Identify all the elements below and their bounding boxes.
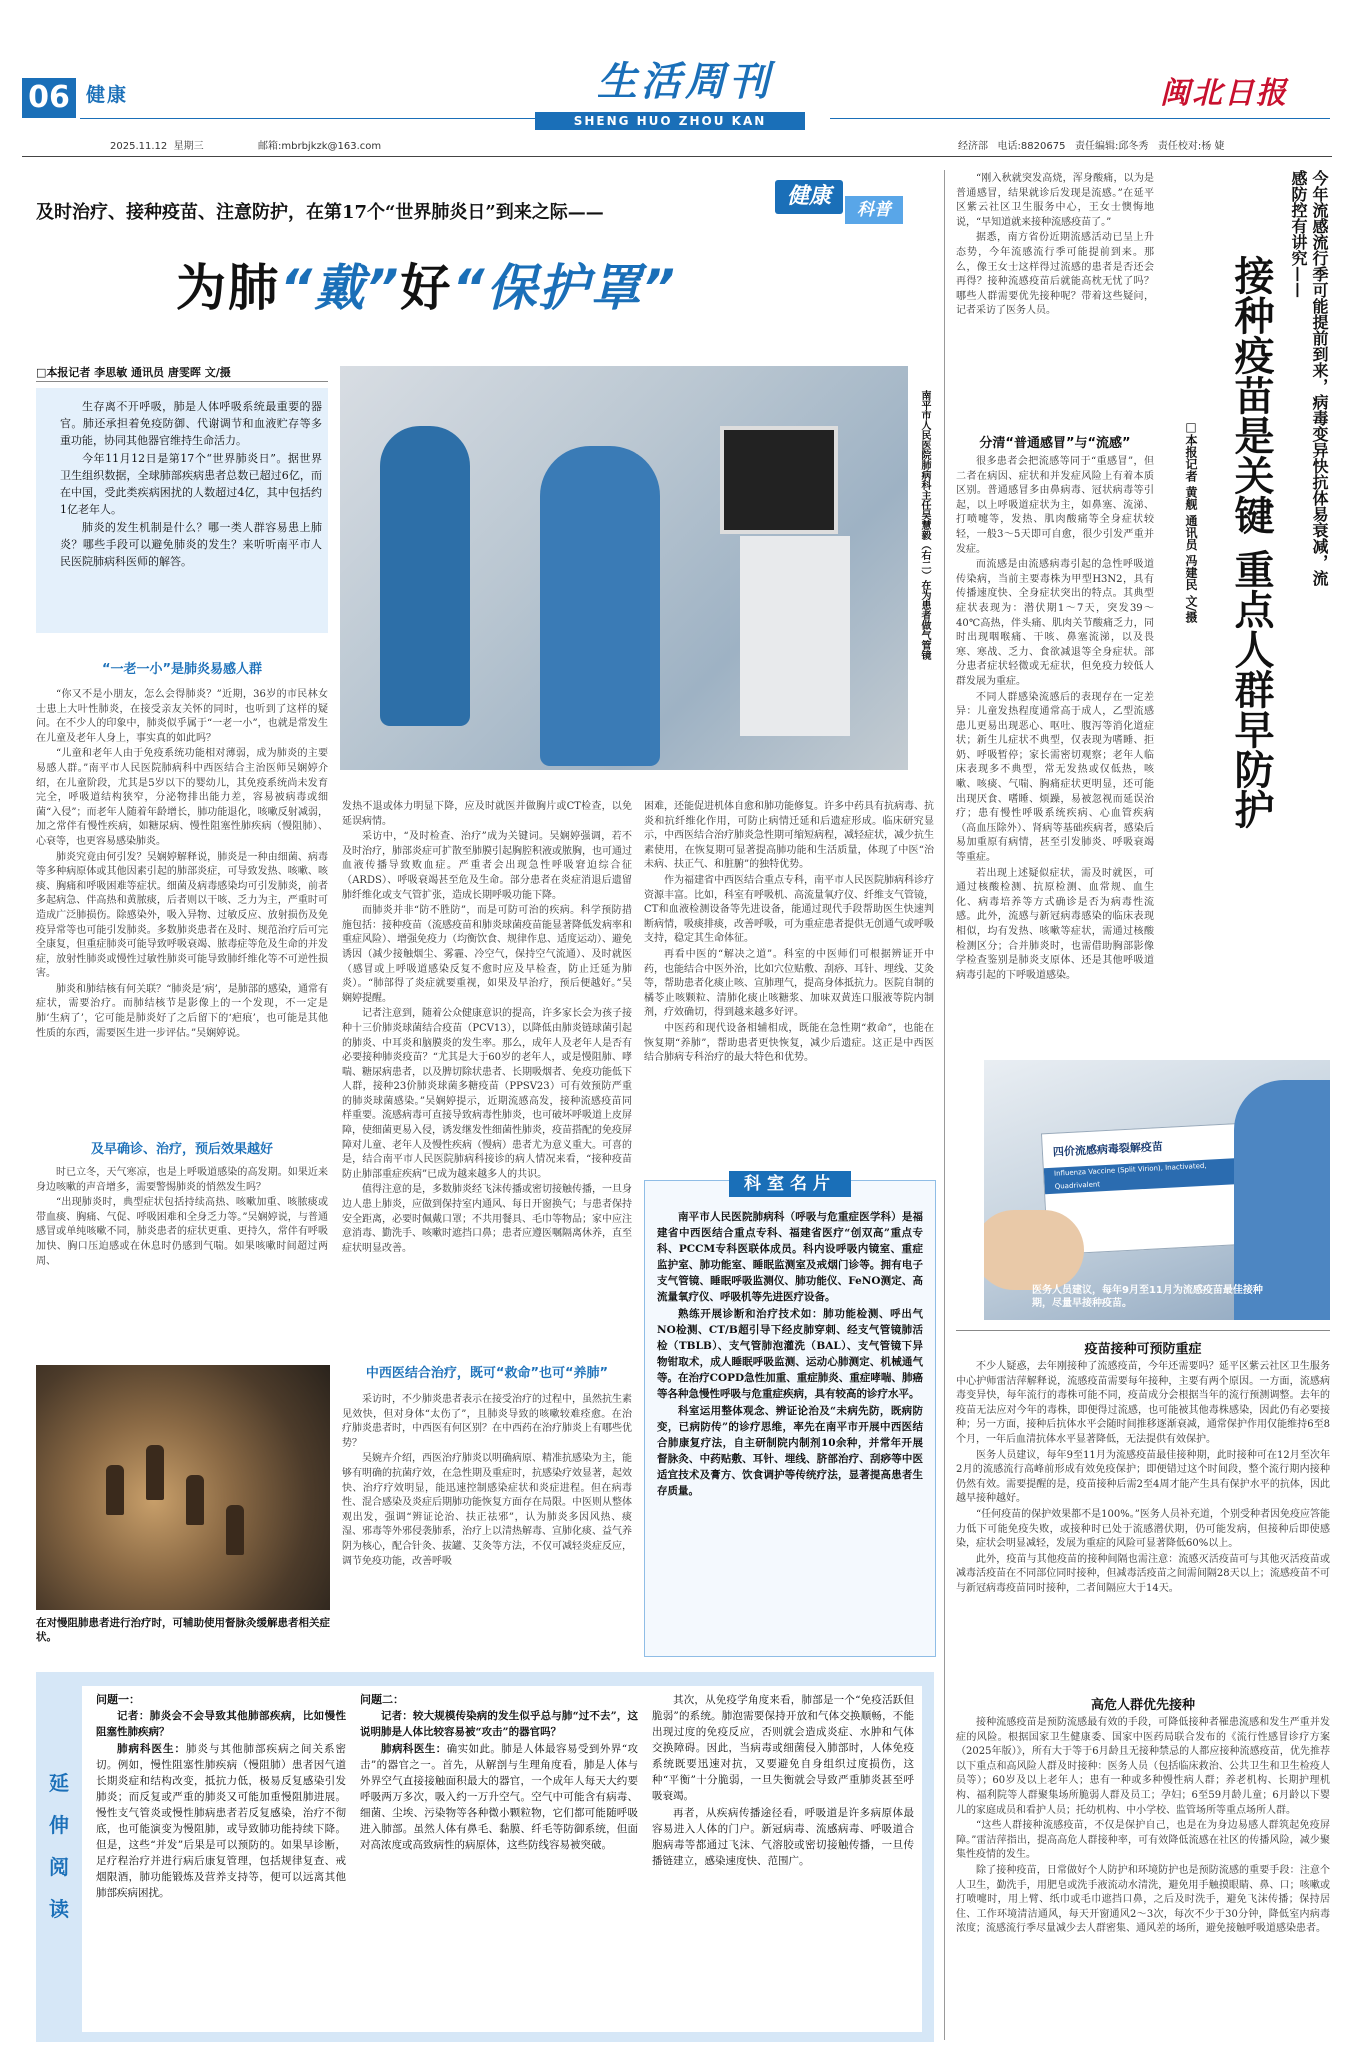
dept-card (644, 1174, 936, 1657)
vaccine-box-stripe: Influenza Vaccine (Split Virion), Inactivated, Quadrivalent (1044, 1158, 1245, 1194)
byline-rule (36, 381, 328, 382)
right-sec2: 不少人疑惑，去年刚接种了流感疫苗，今年还需要吗？延平区紫云社区卫生服务中心护师雷洁萍解释说，流感疫苗需要每年接种，主要有两个原因。一方面，流感病毒变异快，每年流行的毒株可能不同，疫苗成分会根据当年的流行预测调整。去年的疫苗无法应对今年的毒株，即便得过流感，也可能被其他毒株感染，因此仍有必要接种；另一方面，接种后抗体水平会随时间推移逐渐衰减，通常保护作用仅能维持6至8个月，一年后血清抗体水平显著降低，无法提供有效保护。 医务人员建议，每年9至11月为流感疫苗最佳接种期，此时接种可在12月至次年2月的流感流行高峰前形成有效免疫保护；即便错过这个时间段，整个流行期内接种仍然有效。需要提醒的是，疫苗接种后需2至4周才能产生具有保护水平的抗体，因此越早接种越好。 “任何疫苗的保护效果都不是100%。”医务人员补充道，个别受种者因免疫应答能力低下可能免疫失败，或接种时已处于流感潜伏期，仍可能发病，但接种后即使感染，症状会明显减轻，发展为重症的风险可显著降低60%以上。 此外，疫苗与其他疫苗的接种间隔也需注意：流感灭活疫苗可与其他灭活疫苗或减毒活疫苗在不同部位同时接种，但减毒活疫苗之间需间隔28天以上；流感疫苗不可与新冠病毒疫苗同时接种，二者间隔应大于14天。 (956, 1361, 1330, 1594)
col2-body: 发热不退或体力明显下降，应及时就医并做胸片或CT检查，以免延误病情。 采访中，“及时检查、治疗”成为关键词。吴娴婷强调，若不及时治疗，肺部炎症可扩散至肺膜引起胸腔积液或脓胸，也可通过血液传播导致败血症。严重者会出现急性呼吸窘迫综合征（ARDS）、呼吸衰竭甚至危及生命。部分患者在炎症消退后遗留肺纤维化或支气管扩张，造成长期呼吸功能下降。 而肺炎并非“防不胜防”，而是可防可治的疾病。科学预防措施包括：接种疫苗（流感疫苗和肺炎球菌疫苗能显著降低发病率和重症风险）、增强免疫力（均衡饮食、规律作息、适度运动）、避免诱因（减少接触烟尘、雾霾、冷空气，保持空气流通）、及时就医（感冒或上呼吸道感染反复不愈时应及早检查，防止迁延为肺炎）。“肺部得了炎症就要重视，如果及早治疗，预后便越好。”吴娴婷提醒。 记者注意到，随着公众健康意识的提高，许多家长会为孩子接种十三价肺炎球菌结合疫苗（PCV13），以降低由肺炎链球菌引起的肺炎、中耳炎和脑膜炎的发生率。那么，成年人及老年人是否有必要接种肺炎疫苗？“尤其是大于60岁的老年人，或是慢阻肺、哮喘、糖尿病患者，以及脾切除状患者、长期吸烟者、免疫功能低下人群，接种23价肺炎球菌多糖疫苗（PPSV23）可有效预防严重的肺炎球菌感染。”吴娴婷提示，近期流感高发，接种流感疫苗同样重要。流感病毒可直接导致病毒性肺炎，也可破坏呼吸道上皮屏障，使细菌更易入侵，诱发继发性细菌性肺炎，疫苗搭配的免疫屏障对儿童、老年人及慢性疾病（慢病）患者尤为意义重大。可喜的是，结合南平市人民医院肺病科接诊的病人情况来看，“接种疫苗防止肺部重症疾病”已成为越来越多人的共识。 值得注意的是，多数肺炎经飞沫传播或密切接触传播，一旦身边人患上肺炎，应做到保持室内通风、每日开窗换气；与患者保持安全距离，必要时佩戴口罩；不共用餐具、毛巾等物品；家中应注意消毒、勤洗手、咳嗽时遮挡口鼻；患者应遵医嘱隔离休养，直至症状明显改善。 (342, 801, 632, 1254)
col1-body-2: 时已立冬，天气寒凉，也是上呼吸道感染的高发期。如果近来身边咳嗽的声音增多，需要警惕肺炎的悄然发生吗？ “出现肺炎时，典型症状包括持续高热、咳嗽加重、咳脓痰或带血痰、胸痛、气促、呼吸困难和全身乏力等。”吴娴婷说，与普通感冒或单纯咳嗽不同，肺炎患者的症状更重、更持久，常伴有呼吸加快、胸口压迫感或在休息时仍感到气喘。如果咳嗽时间超过两周、 (36, 1167, 328, 1267)
doctor-right-shape (540, 446, 660, 766)
header-date: 2025.11.12 星期三 (110, 141, 204, 152)
header-credits: 经济部 电话:8820675 责任编辑:邱冬秀 责任校对:杨 婕 (958, 141, 1225, 152)
extended-reading-box (36, 1672, 934, 2042)
subhead-priority-groups: 高危人群优先接种 (1090, 1698, 1195, 1713)
moxa-cone-4 (226, 1505, 244, 1555)
dept-card-title: 科室名片 (729, 1171, 851, 1197)
monitor-shape (720, 426, 838, 534)
header-bottom-rule (22, 156, 1332, 157)
subhead-early-diagnosis: 及早确诊、治疗，预后效果越好 (90, 1142, 273, 1157)
dept-card-text: 南平市人民医院肺病科（呼吸与危重症医学科）是福建省中西医结合重点专科、福建省医疗“创双高”重点专科、PCCM专科医联体成员。科内设呼吸内镜室、重症监护室、肺功能室、睡眠监测室及戒烟门诊等。拥有电子支气管镜、睡眠呼吸监测仪、肺功能仪、FeNO测定、高流量氧疗仪、呼吸机等先进医疗设备。 熟练开展诊断和治疗技术如：肺功能检测、呼出气NO检测、CT/B超引导下经皮肺穿刺、经支气管镜肺活检（TBLB）、支气管肺泡灌洗（BAL）、支气管镜下异物钳取术，成人睡眠呼吸监测、运动心肺测定、机械通气等。在治疗COPD急性加重、重症肺炎、重症哮喘、肺癌等各种急慢性呼吸与危重症疾病，具有较高的诊疗水平。 科室运用整体观念、辨证论治及“未病先防，既病防变，已病防传”的诊疗思维，率先在南平市开展中西医结合肺康复疗法，自主研制院内制剂10余种，并常年开展督脉灸、中药贴敷、耳针、埋线、脐部治疗、刮痧等中医适宜技术及膏方、饮食调护等传统疗法，显著提高患者生存质量。 (657, 1211, 923, 1497)
section-name: 健康 (86, 84, 129, 106)
q2-block (360, 1692, 638, 2027)
moxa-cone-3 (186, 1475, 204, 1525)
subhead-tcm-western: 中西医结合治疗，既可“救命”也可“养肺” (365, 1366, 609, 1381)
equipment-cart-shape (740, 536, 850, 736)
main-kicker: 及时治疗、接种疫苗、注意防护，在第17个“世界肺炎日”到来之际—— (36, 202, 604, 223)
q1-title: 问题一： (96, 1693, 140, 1706)
col3-body: 困难，还能促进机体自愈和肺功能修复。许多中药具有抗病毒、抗炎和抗纤维化作用，可防止病情迁延和后遗症形成。临床研究显示，中西医结合治疗肺炎急性期可缩短病程，减轻症状，减少抗生素使用，在恢复期可显著提高肺功能和生活质量，体现了中医“治未病、扶正气、和脏腑”的独特优势。 作为福建省中西医结合重点专科，南平市人民医院肺病科诊疗资源丰富。比如，科室有呼吸机、高流量氧疗仪、纤维支气管镜，CT和血液检测设备等先进设备，能通过现代手段帮助医生快速判断病情，吸痰排痰，改善呼吸，可为重症患者提供无创通气或呼吸支持，稳定其生命体征。 再看中医的“解决之道”。科室的中医师们可根据辨证开中药，也能结合中医外治，比如穴位贴敷、刮痧、耳针、埋线、艾灸等，帮助患者化痰止咳、宣肺理气，提高身体抵抗力。医院自制的橘苓止咳颗粒、清肺化痰止咳糖浆、加味双黄连口服液等院内制剂，疗效确切，得到越来越多好评。 中医药和现代设备相辅相成，既能在急性期“救命”，也能在恢复期“养肺”，帮助患者更快恢复，减少后遗症。这正是中西医结合肺病专科治疗的最大特色和优势。 (644, 801, 934, 1064)
q1-answer: 肺病科医生：肺炎与其他肺部疾病之间关系密切。例如，慢性阻塞性肺疾病（慢阻肺）患者因气道长期炎症和结构改变，抵抗力低，极易反复感染引发肺炎；而反复或严重的肺炎又可能加重慢阻肺进展。慢性支气管炎或慢性肺病患者若反复感染，治疗不彻底，也可能演变为慢阻肺，或导致肺功能持续下降。但是，这些“并发”后果是可以预防的。如果早诊断，足疗程治疗并进行病后康复管理，包括规律复查、戒烟限酒，肺功能锻炼及营养支持等，便可以远离其他肺部疾病困扰。 (96, 1743, 346, 1899)
q1-question: 记者：肺炎会不会导致其他肺部疾病，比如慢性阻塞性肺疾病？ (96, 1710, 346, 1738)
header-email: 邮箱:mbrbjkzk@163.com (258, 141, 382, 152)
column-divider (944, 170, 945, 2040)
extended-reading-label: 延 伸 阅 读 (49, 1771, 69, 1921)
right-byline-vertical: □本报记者 黄舰 通讯员 冯建民 文/摄 (1184, 420, 1198, 624)
subhead-cold-vs-flu: 分清“普通感冒”与“流感” (979, 436, 1131, 451)
moxa-cone-2 (146, 1445, 164, 1500)
col2-body-2: 采访时，不少肺炎患者表示在接受治疗的过程中，虽然抗生素见效快，但对身体“太伤了”，且肺炎导致的咳嗽较难痊愈。在治疗肺炎患者时，中西医有何区别？在中西药在治疗肺炎上有哪些优势？ 吴婉卉介绍，西医治疗肺炎以明确病原、精准抗感染为主，能够有明确的抗菌疗效，在急性期及重症时，抗感染疗效显著，起效快、治疗疗效明显，能迅速控制感染症状和炎症进程。但在病毒性、混合感染及炎症后期肺功能恢复方面存在局限。中医则从整体观出发，强调“辨证论治、扶正祛邪”，认为肺炎多因风热、痰湿、邪毒等外邪侵袭肺系，治疗上以清热解毒、宣肺化痰、益气养阴为核心，配合针灸、拔罐、艾灸等方法，不仅可减轻炎症反应，调节免疫功能，改善呼吸 (342, 1394, 632, 1567)
moxibustion-photo (36, 1365, 330, 1610)
main-headline: 为肺“戴”好“保护罩” (176, 259, 677, 317)
badge-health: 健康 (775, 180, 843, 214)
badge-science: 科普 (845, 196, 903, 224)
right-sec1: 很多患者会把流感等同于“重感冒”，但二者在病因、症状和并发症风险上有着本质区别。普通感冒多由鼻病毒、冠状病毒等引起，以上呼吸道症状为主，如鼻塞、流涕、打喷嚏等，发热、肌肉酸痛等全身症状较轻，一般3～5天即可自愈，很少引发严重并发症。 而流感是由流感病毒引起的急性呼吸道传染病，当前主要毒株为甲型H3N2，具有传播速度快、全身症状突出的特点。其典型症状表现为：潜伏期1～7天，突发39～40℃高热，伴头痛、肌肉关节酸痛乏力，同时出现咽喉痛、干咳、鼻塞流涕，以及畏寒、寒战、乏力、食欲减退等全身症状。部分患者症状轻微或无症状，但免疫力较低人群发展为重症。 不同人群感染流感后的表现存在一定差异：儿童发热程度通常高于成人，乙型流感患儿更易出现恶心、呕吐、腹泻等消化道症状；新生儿症状不典型，仅表现为嗜睡、拒奶、呼吸暂停；家长需密切观察；老年人临床表现多不典型，常无发热或仅低热，咳嗽、咳痰、气喘、胸痛症状更明显，还可能出现厌食、嗜睡、烦躁，易被忽视而延误治疗；患有慢性呼吸系统疾病、心血管疾病（高血压除外）、肾病等基础疾病者，感染后易加重原有病情，甚至引发肺炎、呼吸衰竭等重症。 若出现上述疑似症状，需及时就医，可通过核酸检测、抗原检测、血常规、血生化、病毒培养等方式确诊是否为病毒性流感。此外，流感与新冠病毒感染的临床表现相似，均有发热、咳嗽等症状，需通过核酸检测区分；合并肺炎时，也需借助胸部影像学检查鉴别是肺炎支原体、还是其他呼吸道病毒引起的下呼吸道感染。 (956, 456, 1154, 981)
right-sec3: 接种流感疫苗是预防流感最有效的手段，可降低接种者罹患流感和发生严重并发症的风险。根据国家卫生健康委、国家中医药局联合发布的《流行性感冒诊疗方案（2025年版）》，所有大于等于6月龄且无接种禁忌的人都应接种流感疫苗，优先推荐以下重点和高风险人群及时接种：医务人员（包括临床救治、公共卫生和卫生检疫人员等）；60岁及以上老年人；患有一种或多种慢性病人群；养老机构、长期护理机构、福利院等人群聚集场所脆弱人群及员工；孕妇；6至59月龄儿童；6月龄以下婴儿的家庭成员和看护人员；托幼机构、中小学校、监管场所等重点场所人群。 “这些人群接种流感疫苗，不仅是保护自己，也是在为身边易感人群筑起免疫屏障。”雷洁萍指出，提高高危人群接种率，可有效降低流感在社区的传播风险，减少聚集性疫情的发生。 除了接种疫苗，日常做好个人防护和环境防护也是预防流感的重要手段：注意个人卫生，勤洗手，用肥皂或洗手液流动水清洗，避免用手触摸眼睛、鼻、口；咳嗽或打喷嚏时，用上臂、纸巾或毛巾遮挡口鼻，之后及时洗手，避免飞沫传播；保持居住、工作环境清洁通风，每天开窗通风2～3次，每次不少于30分钟，降低室内病毒浓度；流感流行季尽量减少去人群密集、通风差的场所，避免接触呼吸道感染患者。 (956, 1717, 1330, 1935)
main-byline: □本报记者 李思敏 通讯员 唐雯晖 文/摄 (36, 366, 231, 379)
vaccine-photo (984, 1060, 1330, 1320)
bronchoscopy-photo (340, 366, 908, 770)
doctor-left-shape (380, 426, 470, 726)
page-number-box (22, 78, 76, 118)
moxibustion-caption: 在对慢阻肺患者进行治疗时，可辅助使用督脉灸缓解患者相关症状。 (36, 1617, 330, 1643)
header-rule-left (80, 118, 540, 119)
paper-name: 闽北日报 (1160, 76, 1288, 111)
photo-caption-vertical: 南平市人民医院肺病科主任吴慧毅（右二）在为患者做气管镜 (919, 390, 930, 660)
vaccine-caption: 医务人员建议，每年9月至11月为流感疫苗最佳接种期，尽量早接种疫苗。 (1032, 1285, 1263, 1309)
masthead-pinyin-bar: SHENG HUO ZHOU KAN (535, 112, 805, 130)
lead-box (36, 388, 328, 633)
masthead-title: 生活周刊 (597, 58, 773, 105)
header-rule-right (830, 118, 1330, 119)
q2-answer: 肺病科医生：确实如此。肺是人体最容易受到外界“攻击”的器官之一。首先，从解剖与生理角度看，肺是人体与外界空气直接接触面积最大的器官，一个成年人每天大约要呼吸两万多次，吸入约一万升空气。空气中可能含有病毒、细菌、尘埃、污染物等各种微小颗粒物，它们都可能随呼吸进入肺部。虽然人体有鼻毛、黏膜、纤毛等防御系统，但面对高浓度或高致病性的病原体，这些防线容易被突破。 (360, 1743, 638, 1851)
q2-continuation: 其次，从免疫学角度来看，肺部是一个“免疫活跃但脆弱”的系统。肺泡需要保持开放和气体交换顺畅，不能出现过度的免疫反应，否则就会造成炎症、水肿和气体交换障碍。因此，当病毒或细菌侵入肺部时，人体免疫系统既要迅速对抗，又要避免自身组织过度损伤，这种“平衡”十分脆弱，一旦失衡就会导致严重肺炎甚至呼吸衰竭。 再者，从疾病传播途径看，呼吸道是许多病原体最容易进入人体的门户。新冠病毒、流感病毒、呼吸道合胞病毒等都通过飞沫、气溶胶或密切接触传播，一旦传播链建立，感染速度快、范围广。 (652, 1694, 914, 1867)
right-kicker-vertical: 今年流感流行季可能提前到来，病毒变异快抗体易衰减，流感防控有讲究—— (1289, 170, 1329, 586)
right-col-lower-rule (956, 1330, 1330, 1331)
vaccine-box-label: 四价流感病毒裂解疫苗 (1052, 1140, 1164, 1159)
page-number: 06 (28, 80, 70, 115)
right-intro: “刚入秋就突发高烧，浑身酸痛，以为是普通感冒，结果就诊后发现是流感。”在延平区紫云社区卫生服务中心，王女士懊悔地说，“早知道就来接种流感疫苗了。” 据悉，南方省份近期流感活动已呈上升态势，今年流感流行季可能提前到来。那么，像王女士这样得过流感的患者是否还会再得？接种流感疫苗后就能高枕无忧了吗？哪些人群需要优先接种呢？带着这些疑问，记者采访了医务人员。 (956, 173, 1154, 317)
hand-shape (984, 1210, 1084, 1290)
subhead-elderly-young: “一老一小”是肺炎易感人群 (101, 662, 263, 677)
subhead-vaccine-prevents: 疫苗接种可预防重症 (1084, 1342, 1202, 1357)
col1-body: “你又不是小朋友，怎么会得肺炎？”近期，36岁的市民林女士患上大叶性肺炎，在接受亲友关怀的同时，也听到了这样的疑问。在不少人的印象中，肺炎似乎属于“一老一小”，也就是常发生在儿童及老年人身上，事实真的如此吗？ “儿童和老年人由于免疫系统功能相对薄弱，成为肺炎的主要易感人群。”南平市人民医院肺病科中西医结合主治医师吴娴婷介绍，在儿童阶段，尤其是5岁以下的婴幼儿，其免疫系统尚未发育完全，呼吸道结构狭窄，分泌物排出能力差，容易被病毒或细菌“入侵”；而老年人随着年龄增长，肺功能退化，咳嗽反射减弱，加之常伴有慢性疾病，如糖尿病、慢性阻塞性肺疾病（慢阻肺）、心衰等，也更容易感染肺炎。 肺炎究竟由何引发？吴娴婷解释说，肺炎是一种由细菌、病毒等多种病原体或其他因素引起的肺部炎症，可导致发热、咳嗽、咳痰、胸痛和呼吸困难等症状。细菌及病毒感染均可引发肺炎，前者多起病急、伴高热和黄脓痰，后者则以干咳、乏力为主，严重时可造成广泛肺损伤。除感染外，吸入异物、过敏反应、放射损伤及免疫异常等也可能引发肺炎。多数肺炎患者在及时、规范治疗后可完全康复，但重症肺炎可能导致呼吸衰竭、脓毒症等危及生命的并发症，放射性肺炎或慢性过敏性肺炎可能导致肺纤维化等不可逆性损害。 肺炎和肺结核有何关联？“肺炎是‘病’，是肺部的感染，通常有症状，需要治疗。而肺结核节是影像上的一个发现，不一定是肺‘生病了’，它可能是肺炎好了之后留下的‘疤痕’，也可能是其他性质的东西，需要医生进一步评估。”吴娴婷说。 (36, 689, 328, 1039)
right-headline-vertical: 接种疫苗是关键 重点人群早防护 (1228, 255, 1274, 829)
lead-text: 生存离不开呼吸，肺是人体呼吸系统最重要的器官。肺还承担着免疫防御、代谢调节和血液贮存等多重功能，协同其他器官维持生命活力。 今年11月12日是第17个“世界肺炎日”。据世界卫生组织数据，全球肺部疾病患者总数已超过6亿，而在中国，受此类疾病困扰的人数超过4亿，其中包括约1亿老年人。 肺炎的发生机制是什么？哪一类人群容易患上肺炎？哪些手段可以避免肺炎的发生？来听听南平市人民医院肺病科医师的解答。 (60, 400, 322, 568)
moxa-cone-1 (106, 1465, 124, 1515)
q2-question: 记者：较大规模传染病的发生似乎总与肺“过不去”，这说明肺是人体比较容易被“攻击”的器官吗？ (360, 1710, 638, 1738)
q2-title: 问题二： (360, 1693, 404, 1706)
q1-block (96, 1692, 346, 2027)
